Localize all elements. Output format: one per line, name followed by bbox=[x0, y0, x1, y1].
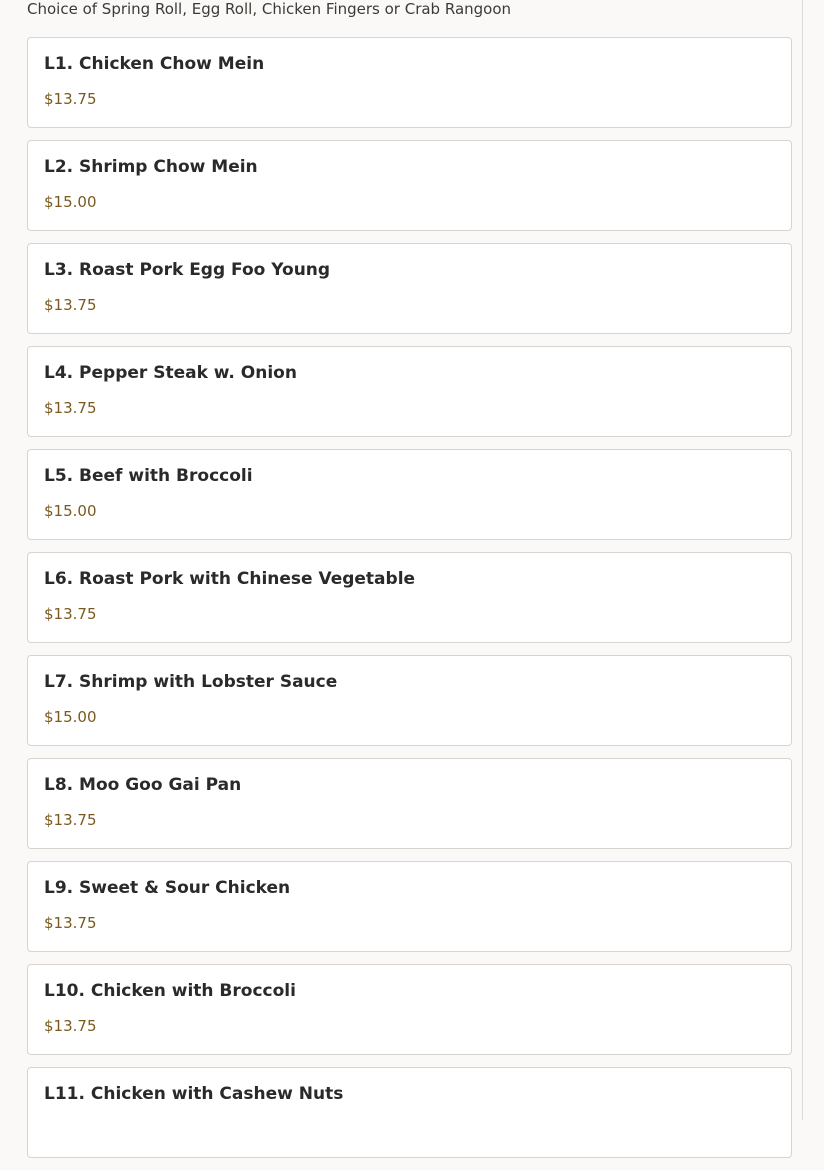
menu-item-l10[interactable] bbox=[27, 964, 792, 1055]
menu-item-l5[interactable] bbox=[27, 449, 792, 540]
menu-item-price: $13.75 bbox=[44, 605, 97, 623]
menu-item-l8[interactable] bbox=[27, 758, 792, 849]
menu-item-name: L1. Chicken Chow Mein bbox=[44, 54, 265, 74]
menu-item-price: $13.75 bbox=[44, 1017, 97, 1035]
menu-item-l3[interactable] bbox=[27, 243, 792, 334]
menu-item-l7[interactable] bbox=[27, 655, 792, 746]
menu-item-name: L5. Beef with Broccoli bbox=[44, 466, 253, 486]
menu-item-name: L3. Roast Pork Egg Foo Young bbox=[44, 260, 331, 280]
menu-item-name: L6. Roast Pork with Chinese Vegetable bbox=[44, 569, 416, 589]
menu-item-l6[interactable] bbox=[27, 552, 792, 643]
menu-item-name: L9. Sweet & Sour Chicken bbox=[44, 878, 291, 898]
menu-item-price: $15.00 bbox=[44, 502, 97, 520]
menu-item-price: $13.75 bbox=[44, 90, 97, 108]
menu-item-l1[interactable] bbox=[27, 37, 792, 128]
menu-item-price: $13.75 bbox=[44, 296, 97, 314]
menu-item-l4[interactable] bbox=[27, 346, 792, 437]
menu-item-l11[interactable] bbox=[27, 1067, 792, 1158]
menu-item-price: $13.75 bbox=[44, 399, 97, 417]
menu-item-l2[interactable] bbox=[27, 140, 792, 231]
menu-item-price: $15.00 bbox=[44, 193, 97, 211]
menu-item-name: L11. Chicken with Cashew Nuts bbox=[44, 1084, 344, 1104]
menu-item-name: L7. Shrimp with Lobster Sauce bbox=[44, 672, 338, 692]
menu-item-price: $15.00 bbox=[44, 708, 97, 726]
menu-item-price: $13.75 bbox=[44, 811, 97, 829]
menu-item-name: L4. Pepper Steak w. Onion bbox=[44, 363, 297, 383]
menu-item-list bbox=[27, 37, 792, 1170]
menu-item-l9[interactable] bbox=[27, 861, 792, 952]
menu-item-price: $13.75 bbox=[44, 914, 97, 932]
menu-item-name: L10. Chicken with Broccoli bbox=[44, 981, 296, 1001]
menu-item-name: L2. Shrimp Chow Mein bbox=[44, 157, 258, 177]
menu-item-name: L8. Moo Goo Gai Pan bbox=[44, 775, 242, 795]
section-description: Choice of Spring Roll, Egg Roll, Chicken Fingers or Crab Rangoon bbox=[27, 0, 512, 18]
